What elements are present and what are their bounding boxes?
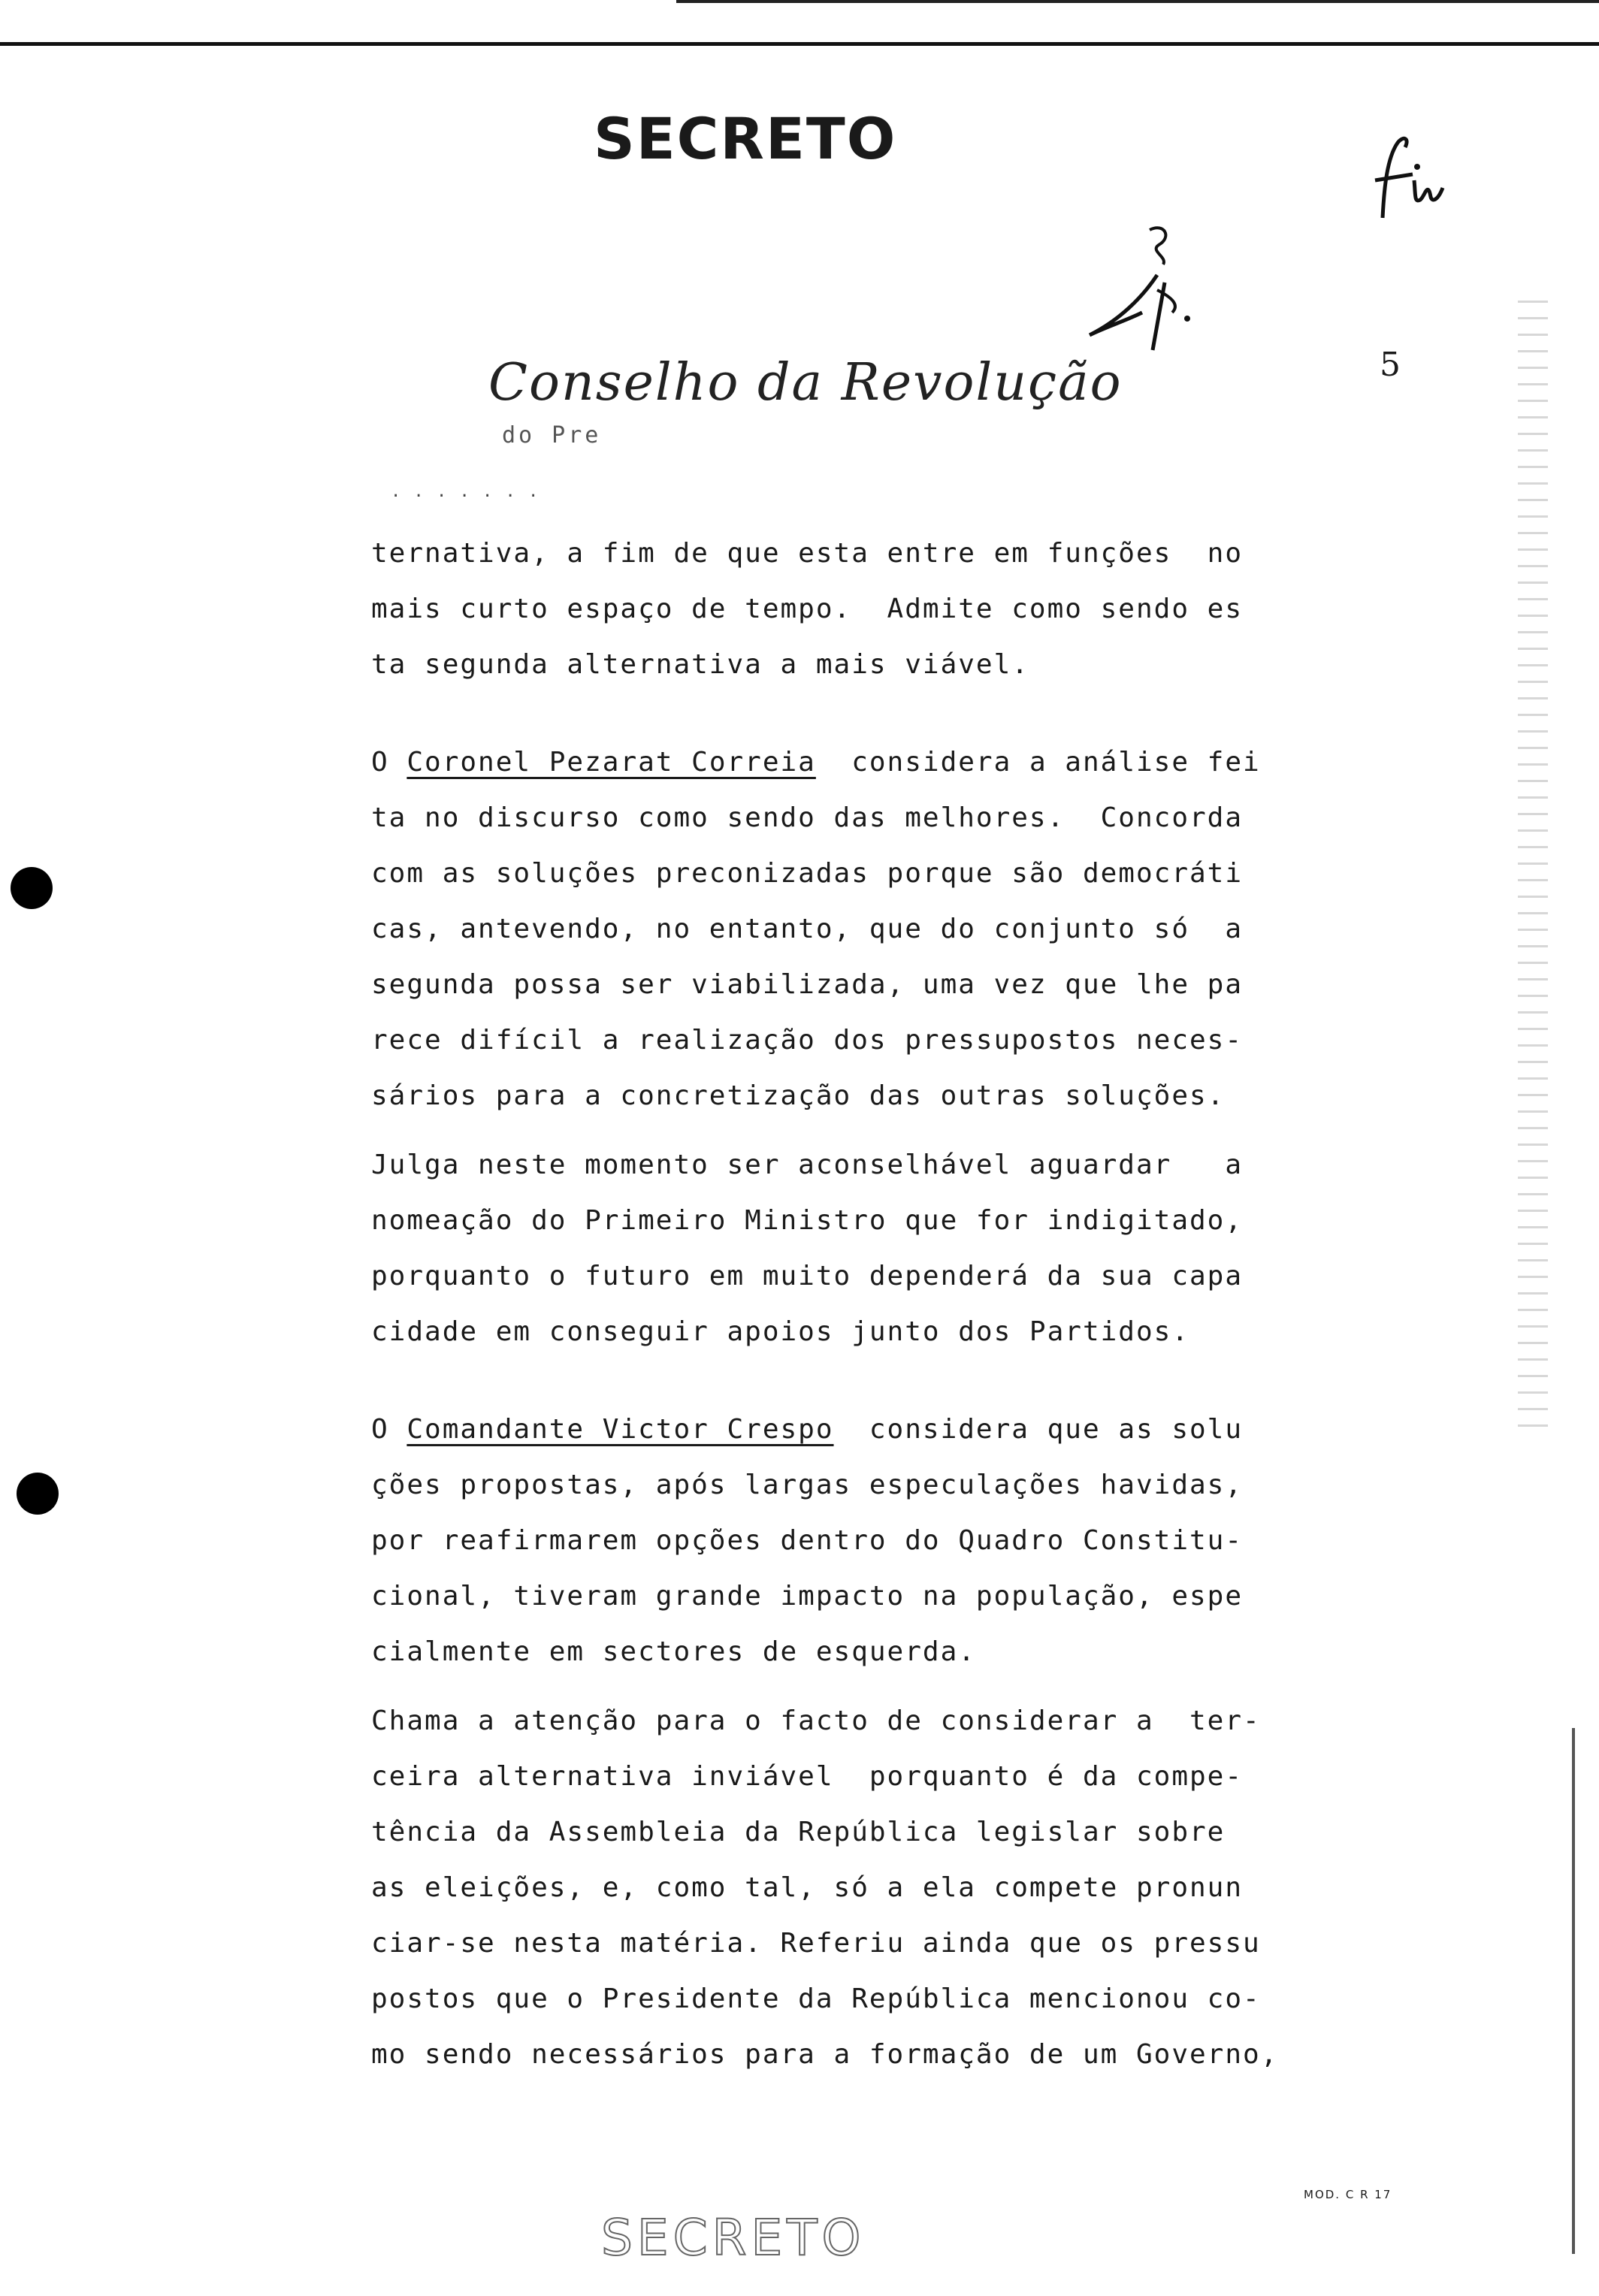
classification-stamp-bottom: SECRETO [601,2209,866,2267]
paragraph [371,735,1348,1124]
document-body [371,526,1348,2083]
text-line: porquanto o futuro em muito dependerá da sua capa [371,1261,1244,1292]
text-line: cional, tiveram grande impacto na população, espe [371,1581,1244,1612]
letterhead-title: Conselho da Revolução [488,353,1123,412]
text-line: ceira alternativa inviável porquanto é da compe- [371,1761,1244,1792]
text-line: mais curto espaço de tempo. Admite como sendo es [371,594,1244,624]
text-line: Chama a atenção para o facto de considerar a ter- [371,1705,1261,1736]
form-code: MOD. C R 17 [1304,2188,1392,2201]
text-line-with-speaker: O Coronel Pezarat Correia considera a análise fei [371,747,1261,778]
text-line: postos que o Presidente da República mencionou co- [371,1983,1261,2014]
speaker-name: Coronel Pezarat Correia [407,747,816,778]
page-number: 5 [1380,346,1401,384]
paragraph [371,1693,1348,2083]
letterhead-subtitle: do Pre [502,422,602,449]
text-line: tência da Assembleia da República legislar sobre [371,1817,1226,1847]
scan-edge-top [676,0,1599,3]
text-line: por reafirmarem opções dentro do Quadro Constitu- [371,1525,1244,1556]
text-line: ta no discurso como sendo das melhores. Concorda [371,802,1244,833]
punch-hole [11,867,53,909]
text-line: as eleições, e, como tal, só a ela compete pronun [371,1872,1244,1903]
text-line: ternativa, a fim de que esta entre em funções no [371,538,1244,569]
text-line: nomeação do Primeiro Ministro que for indigitado, [371,1205,1244,1236]
handwritten-signature [1075,222,1202,358]
text-line: Julga neste momento ser aconselhável aguardar a [371,1150,1244,1180]
scan-edge-right [1572,1728,1575,2254]
text-line: cidade em conseguir apoios junto dos Partidos. [371,1316,1189,1347]
text-line: ções propostas, após largas especulações havidas, [371,1470,1244,1500]
text-line: ciar-se nesta matéria. Referiu ainda que os pressu [371,1928,1261,1959]
paragraph [371,1402,1348,1680]
text-line: rece difícil a realização dos pressupostos neces- [371,1025,1244,1056]
scan-margin-noise [1518,301,1548,1427]
paragraph [371,1137,1348,1360]
text-line: com as soluções preconizadas porque são democráti [371,858,1244,889]
text-line: segunda possa ser viabilizada, uma vez que lhe pa [371,969,1244,1000]
classification-stamp-top: SECRETO [594,105,897,172]
text-line: cialmente em sectores de esquerda. [371,1636,976,1667]
text-line: cas, antevendo, no entanto, que do conjunto só a [371,914,1244,944]
text-line: mo sendo necessários para a formação de um Governo, [371,2039,1279,2070]
speaker-name: Comandante Victor Crespo [407,1414,834,1445]
text-line: sários para a concretização das outras soluções. [371,1080,1226,1111]
punch-hole [17,1473,59,1515]
handwritten-initial-fi [1368,128,1458,225]
text-line: ta segunda alternativa a mais viável. [371,649,1029,680]
text-line-with-speaker: O Comandante Victor Crespo considera que as solu [371,1414,1244,1445]
header-rule [0,42,1599,46]
paragraph [371,526,1348,693]
dotted-mark: . . . . . . . [391,482,540,501]
